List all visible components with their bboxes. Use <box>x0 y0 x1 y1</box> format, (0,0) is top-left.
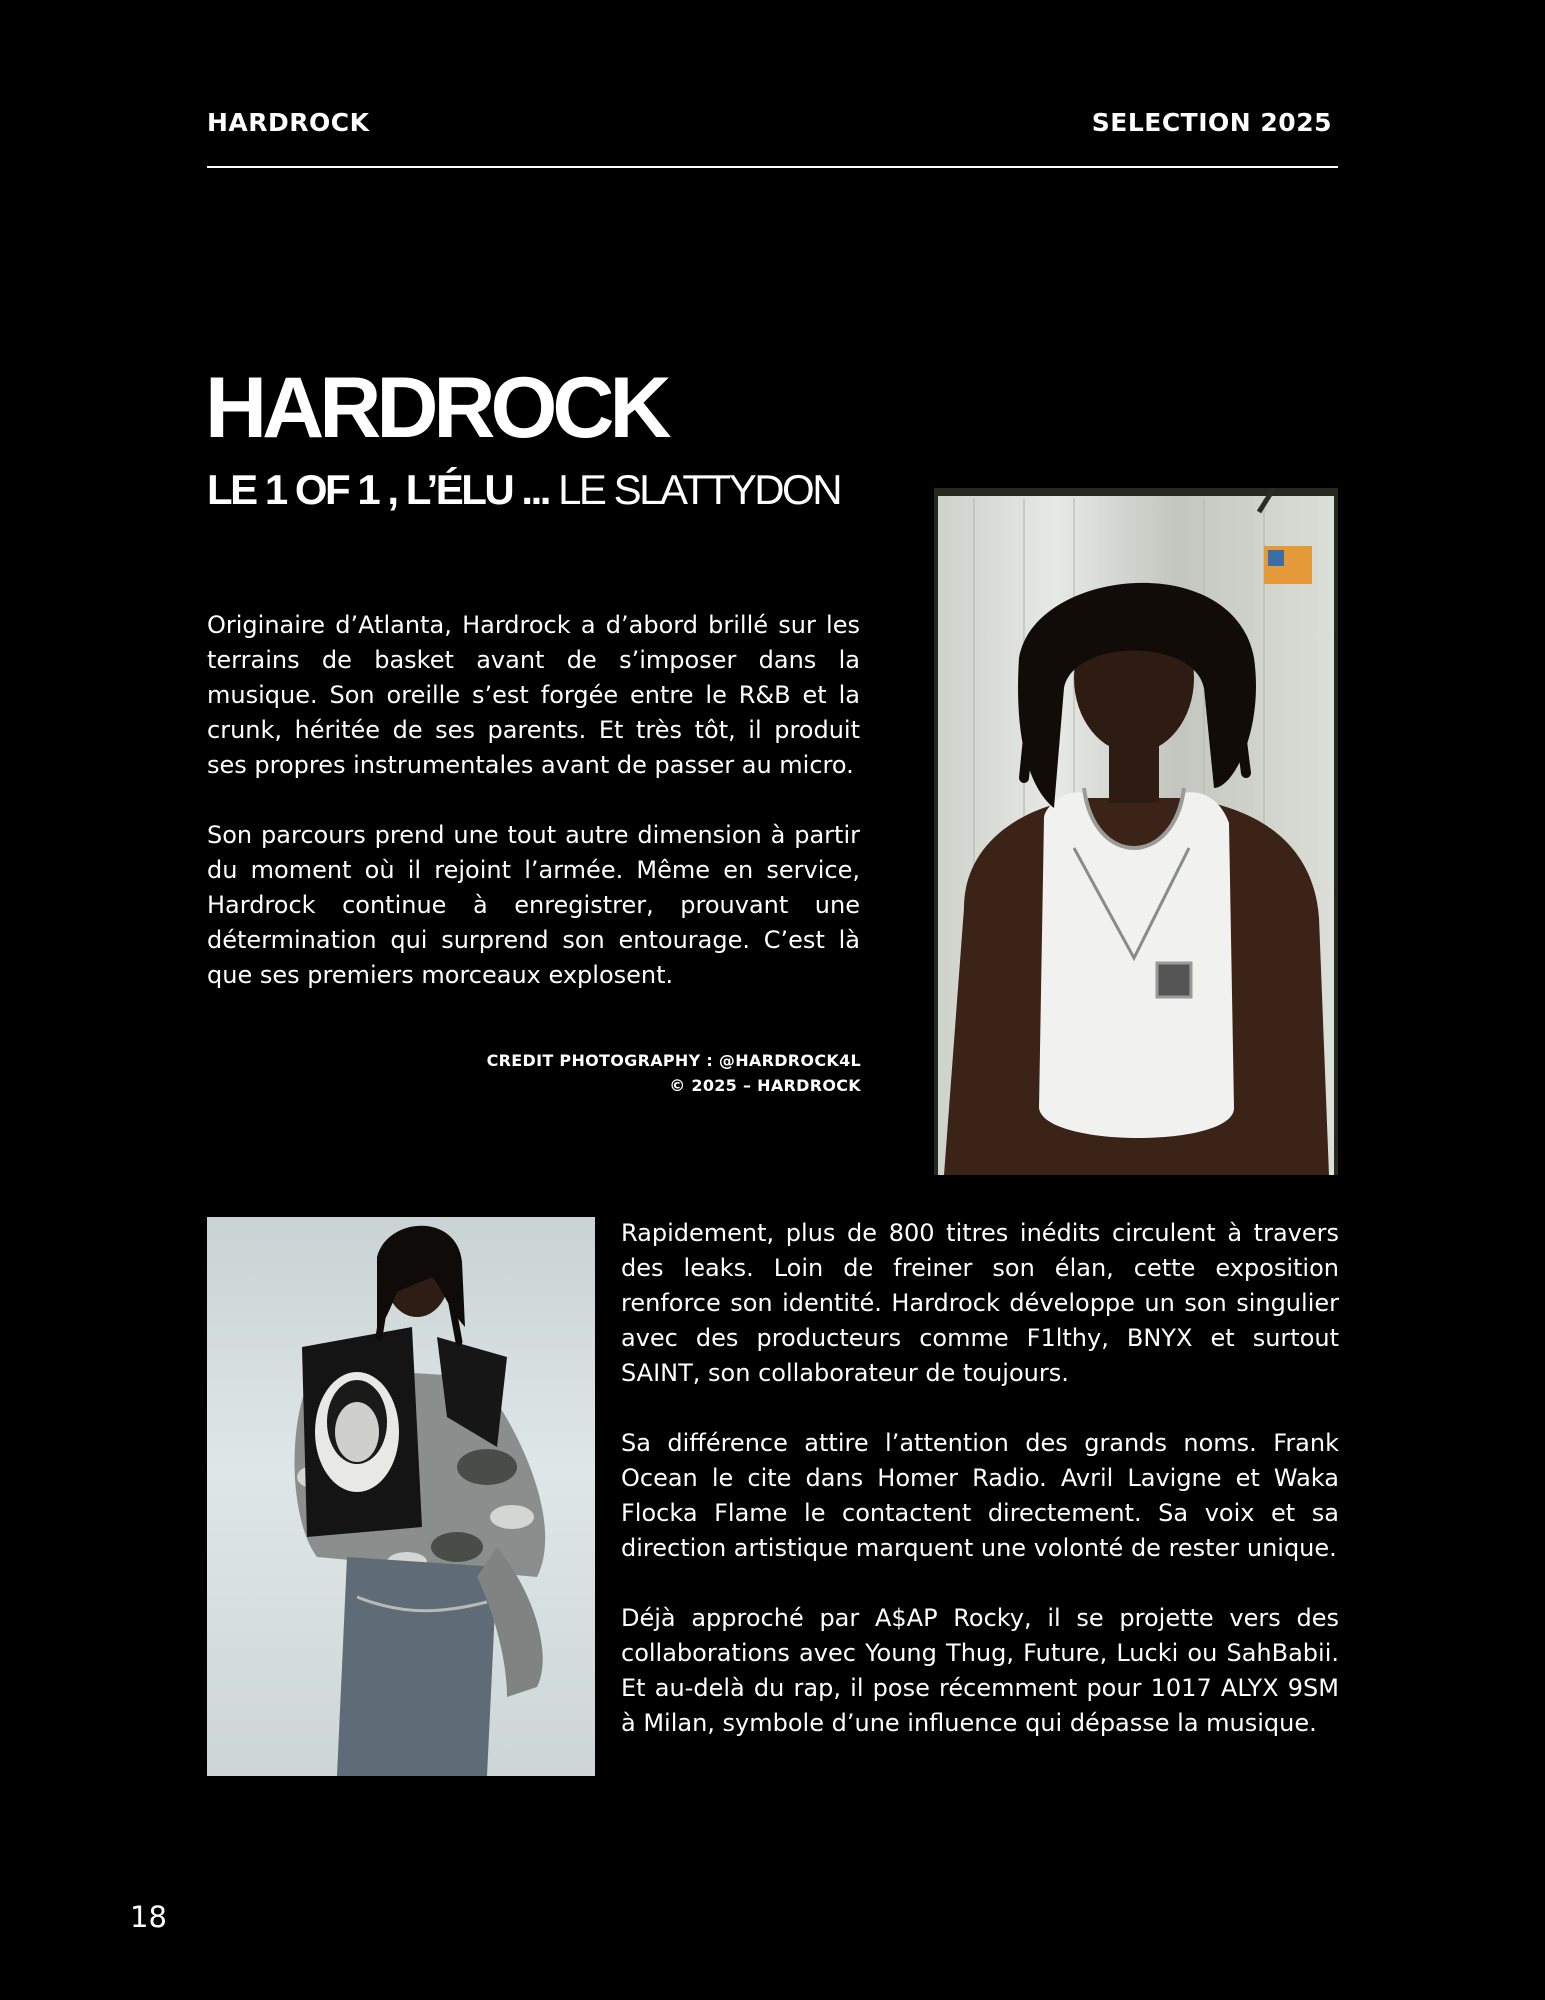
paragraph: Sa différence attire l’attention des grands noms. Frank Ocean le cite dans Homer Radio. Avril Lavigne et Waka Flocka Flame le contactent directement. Sa voix et sa direction artistique marquent une volonté de rester unique. <box>621 1429 1339 1562</box>
subtitle-bold-part: LE 1 OF 1 , L’ÉLU ... <box>207 466 549 513</box>
subtitle-light-part: LE SLATTYDON <box>548 466 841 513</box>
portrait-photo-illustration <box>934 488 1338 1175</box>
portrait-photo-camo-jacket <box>207 1217 595 1776</box>
paragraph: Originaire d’Atlanta, Hardrock a d’abord brillé sur les terrains de basket avant de s’imposer dans la musique. Son oreille s’est forgée entre le R&B et la crunk, héritée de ses parents. Et très tôt, il produit ses propres instrumentales avant de passer au micro. <box>207 611 860 779</box>
article-text-top <box>207 608 860 993</box>
header-section-label: SELECTION 2025 <box>1091 108 1332 137</box>
paragraph: Rapidement, plus de 800 titres inédits circulent à travers des leaks. Loin de freiner son élan, cette exposition renforce son identité. Hardrock développe un son singulier avec des producteurs comme F1lthy, BNYX et surtout SAINT, son collaborateur de toujours. <box>621 1219 1339 1387</box>
paragraph: Son parcours prend une tout autre dimension à partir du moment où il rejoint l’armée. Même en service, Hardrock continue à enregistrer, prouvant une détermination qui surprend son entourage. C’est là que ses premiers morceaux explosent. <box>207 821 860 989</box>
copyright-line: © 2025 – HARDROCK <box>669 1076 861 1095</box>
credit-line: CREDIT PHOTOGRAPHY : @HARDROCK4L <box>486 1051 861 1070</box>
page-number: 18 <box>130 1900 167 1934</box>
portrait-photo-tank-top <box>934 488 1338 1175</box>
paragraph: Déjà approché par A$AP Rocky, il se projette vers des collaborations avec Young Thug, Future, Lucki ou SahBabii. Et au-delà du rap, il pose récemment pour 1017 ALYX 9SM à Milan, symbole d’une influence qui dépasse la musique. <box>621 1604 1339 1737</box>
header-magazine-name: HARDROCK <box>207 108 370 137</box>
article-title: HARDROCK <box>205 360 667 456</box>
portrait-photo-illustration <box>207 1217 595 1776</box>
header-divider <box>207 166 1338 168</box>
article-subtitle <box>207 464 840 516</box>
article-text-bottom <box>621 1216 1339 1741</box>
photo-credit <box>420 1048 861 1098</box>
